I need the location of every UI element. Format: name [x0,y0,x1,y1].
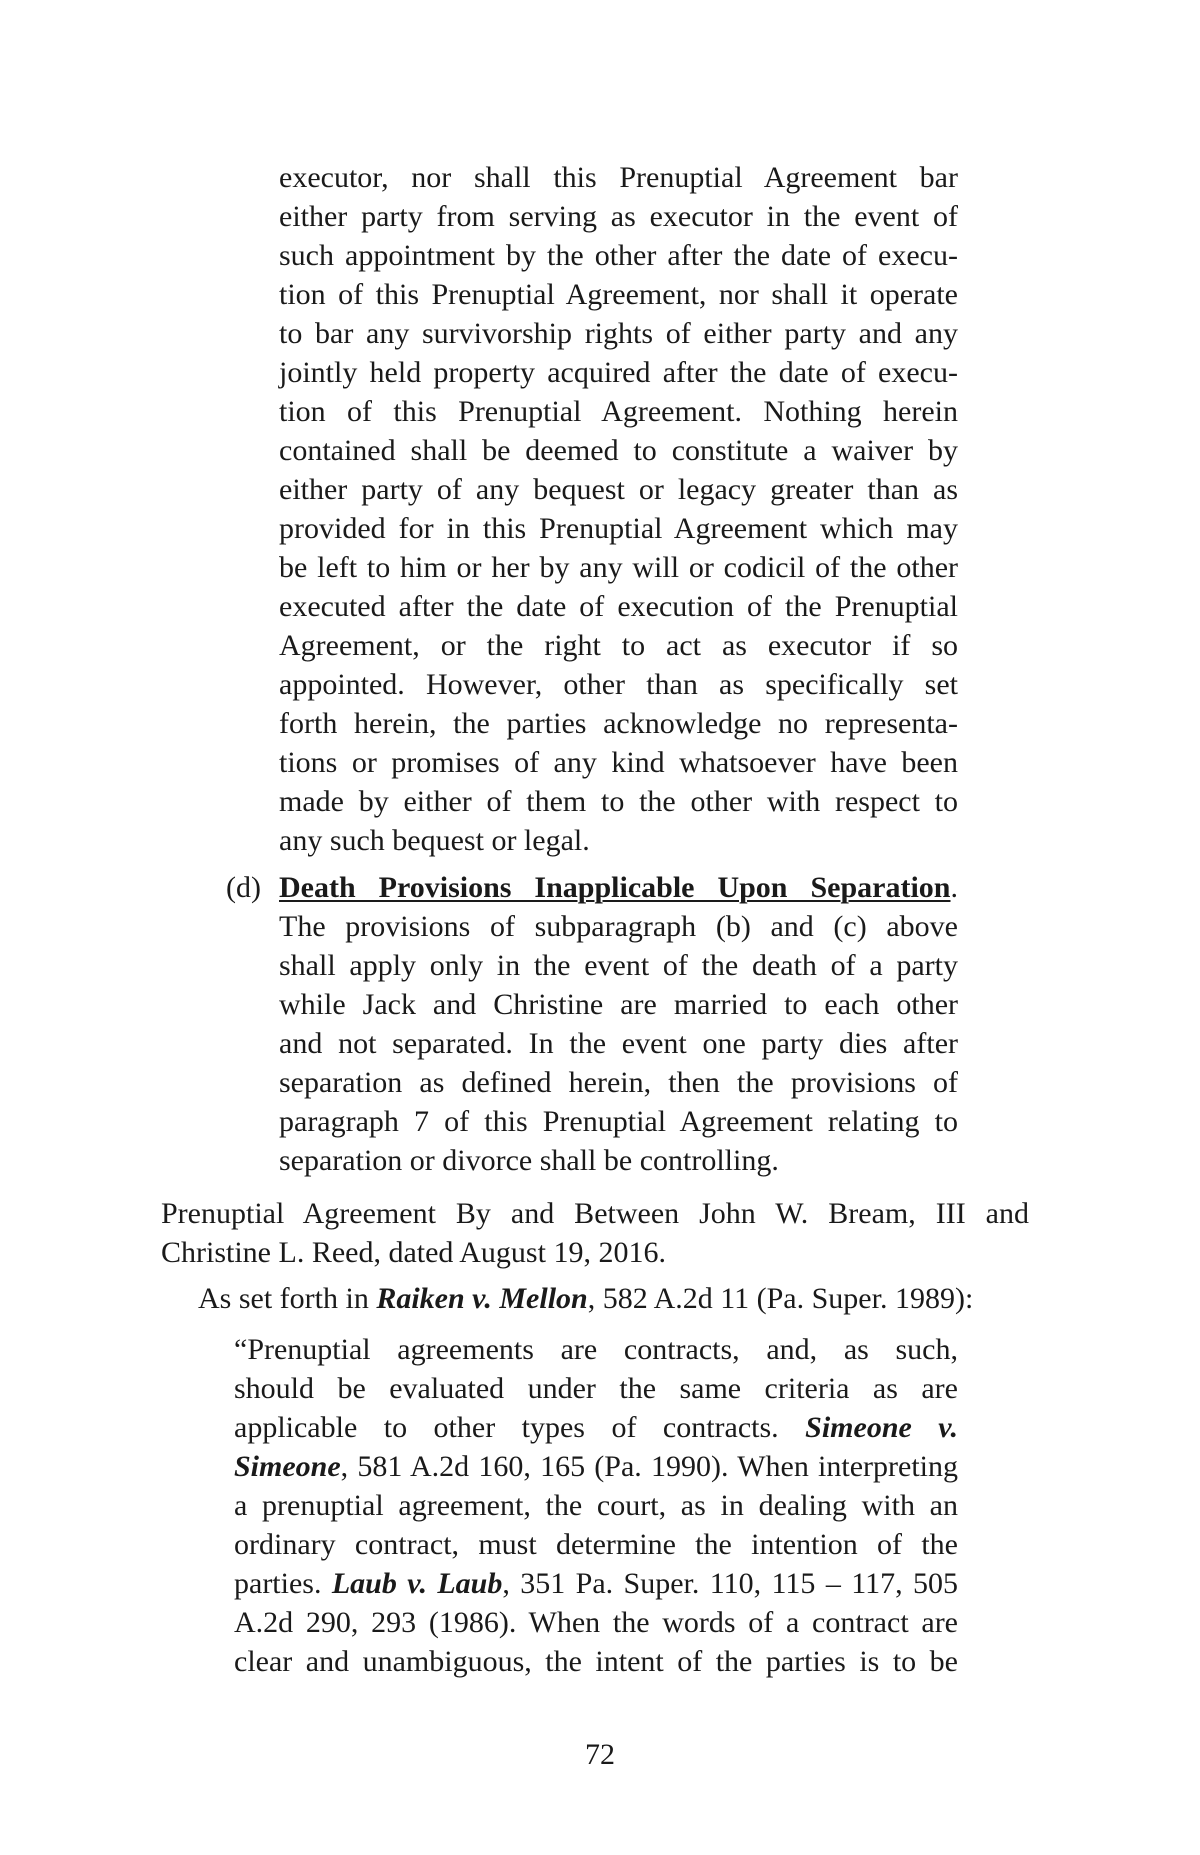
paragraph-line: either party of any bequest or legacy greater than as [279,473,958,506]
paragraph-line: Agreement, or the right to act as executor if so [279,629,958,662]
page-number: 72 [585,1738,615,1771]
case-citation-laub: Laub v. Laub [331,1567,503,1600]
heading-period: . [950,871,958,904]
case-citation-simeone: Simeone v. [805,1411,958,1444]
quote-line: clear and unambiguous, the intent of the parties is to be [234,1645,958,1678]
agreement-caption [161,1194,1029,1272]
continuation-paragraph [279,158,958,860]
paragraph-line: The provisions of subparagraph (b) and (c) above [279,910,958,943]
quote-text: , 351 Pa. Super. 110, 115 – 117, 505 [502,1567,958,1600]
block-quote [234,1330,958,1681]
quote-line: a prenuptial agreement, the court, as in dealing with an [234,1489,958,1522]
paragraph-line: and not separated. In the event one party dies after [279,1027,958,1060]
paragraph-line: appointed. However, other than as specifically set [279,668,958,701]
quote-line: ordinary contract, must determine the intention of the [234,1528,958,1561]
set-forth-suffix: , 582 A.2d 11 (Pa. Super. 1989): [587,1282,974,1315]
paragraph-line: either party from serving as executor in the event of [279,200,958,233]
paragraph-line: paragraph 7 of this Prenuptial Agreement relating to [279,1105,958,1138]
case-citation-simeone-cont: Simeone [234,1450,341,1483]
paragraph-line: to bar any survivorship rights of either party and any [279,317,958,350]
paragraph-line: shall apply only in the event of the death of a party [279,949,958,982]
paragraph-line: forth herein, the parties acknowledge no representa- [279,707,958,740]
paragraph-line: contained shall be deemed to constitute a waiver by [279,434,958,467]
quote-text: , 581 A.2d 160, 165 (Pa. 1990). When interpreting [340,1450,958,1483]
paragraph-line: separation as defined herein, then the provisions of [279,1066,958,1099]
quote-line: “Prenuptial agreements are contracts, and, as such, [234,1333,958,1366]
paragraph-line: made by either of them to the other with respect to [279,785,958,818]
set-forth-line [198,1279,1038,1318]
subparagraph-d [279,868,958,1180]
paragraph-line: separation or divorce shall be controlling. [279,1144,779,1177]
paragraph-line: jointly held property acquired after the date of execu- [279,356,958,389]
quote-line: should be evaluated under the same criteria as are [234,1372,958,1405]
set-forth-text [198,1279,1038,1318]
set-forth-prefix: As set forth in [198,1282,377,1315]
quote-text: applicable to other types of contracts. [234,1411,806,1444]
paragraph-line: executor, nor shall this Prenuptial Agreement bar [279,161,958,194]
paragraph-line: such appointment by the other after the date of execu- [279,239,958,272]
paragraph-line: provided for in this Prenuptial Agreement which may [279,512,958,545]
quote-line [234,1564,958,1603]
paragraph-line: tions or promises of any kind whatsoever have been [279,746,958,779]
paragraph-line: while Jack and Christine are married to each other [279,988,958,1021]
paragraph-line: executed after the date of execution of the Prenuptial [279,590,958,623]
case-citation-raiken: Raiken v. Mellon [376,1282,588,1315]
paragraph-line: tion of this Prenuptial Agreement. Nothing herein [279,395,958,428]
quote-line [234,1447,958,1486]
quote-line [234,1408,958,1447]
paragraph-line: be left to him or her by any will or codicil of the other [279,551,958,584]
subparagraph-d-heading: Death Provisions Inapplicable Upon Separation [279,871,951,904]
subparagraph-d-label: (d) [226,871,261,904]
caption-line: Prenuptial Agreement By and Between John W. Bream, III and [161,1197,1029,1230]
paragraph-line: any such bequest or legal. [279,824,590,857]
quote-line: A.2d 290, 293 (1986). When the words of a contract are [234,1606,958,1639]
subparagraph-d-heading-line [279,868,958,907]
caption-line: Christine L. Reed, dated August 19, 2016. [161,1236,666,1269]
quote-text: parties. [234,1567,332,1600]
paragraph-line: tion of this Prenuptial Agreement, nor shall it operate [279,278,958,311]
